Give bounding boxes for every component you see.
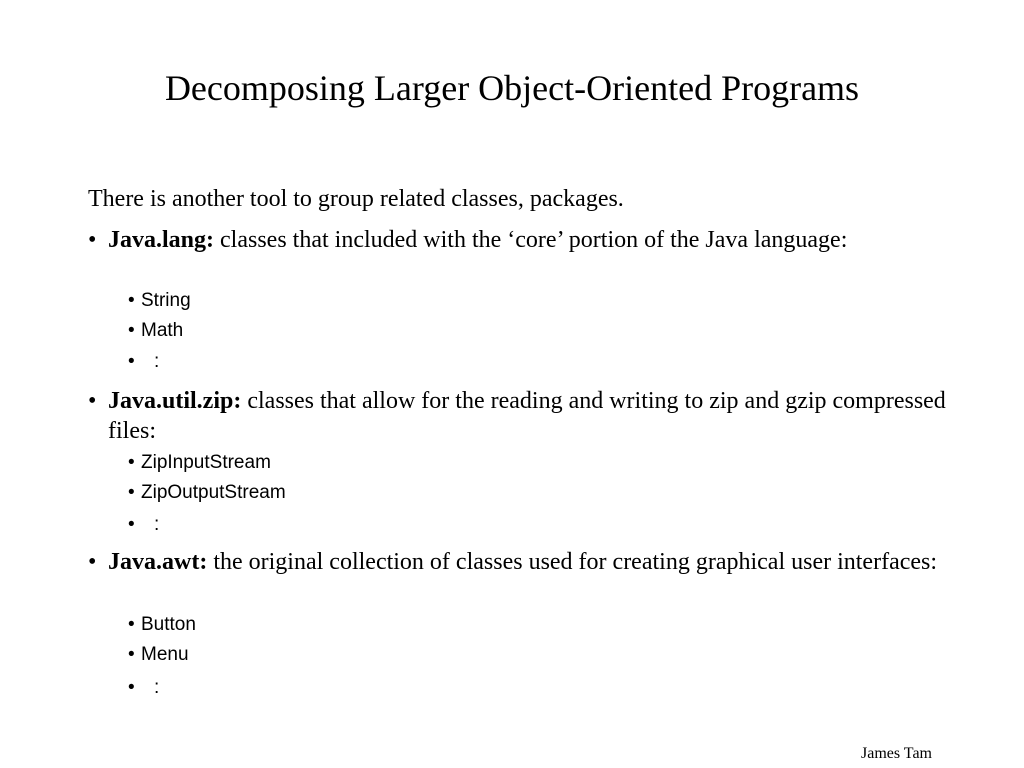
sub-bullet-dot: • bbox=[128, 320, 135, 341]
bullet-dot: • bbox=[88, 388, 97, 414]
sub-item bbox=[128, 482, 286, 504]
package-description: the original collection of classes used for creating graphical user interfaces: bbox=[207, 549, 938, 575]
package-name: Java.lang: bbox=[108, 227, 215, 253]
author-footer: James Tam bbox=[860, 745, 932, 762]
sub-bullet-dot: • bbox=[128, 351, 135, 372]
package-name: Java.util.zip: bbox=[108, 388, 242, 414]
continuation-mark: : bbox=[154, 351, 160, 372]
bullet-java-util-zip bbox=[88, 386, 948, 446]
sub-bullet-dot: • bbox=[128, 677, 135, 698]
sub-item-continuation bbox=[128, 514, 159, 536]
sub-item-label: ZipOutputStream bbox=[141, 482, 286, 503]
sub-item bbox=[128, 452, 271, 474]
sub-item-label: String bbox=[141, 290, 191, 311]
bullet-dot: • bbox=[88, 549, 97, 575]
sub-item-label: Button bbox=[141, 614, 196, 635]
sub-item bbox=[128, 290, 191, 312]
sub-bullet-dot: • bbox=[128, 644, 135, 665]
continuation-mark: : bbox=[154, 514, 160, 535]
bullet-text bbox=[108, 547, 948, 577]
sub-item-label: Menu bbox=[141, 644, 189, 665]
package-description: classes that included with the ‘core’ portion of the Java language: bbox=[214, 227, 848, 253]
slide-title: Decomposing Larger Object-Oriented Programs bbox=[164, 68, 860, 108]
sub-bullet-dot: • bbox=[128, 614, 135, 635]
sub-item bbox=[128, 644, 189, 666]
sub-bullet-dot: • bbox=[128, 290, 135, 311]
bullet-java-lang bbox=[88, 225, 948, 255]
sub-item bbox=[128, 614, 196, 636]
continuation-mark: : bbox=[154, 677, 160, 698]
sub-item-continuation bbox=[128, 677, 159, 699]
sub-bullet-dot: • bbox=[128, 482, 135, 503]
sub-item bbox=[128, 320, 183, 342]
sub-bullet-dot: • bbox=[128, 452, 135, 473]
sub-item-label: Math bbox=[141, 320, 184, 341]
bullet-dot: • bbox=[88, 227, 97, 253]
intro-text: There is another tool to group related classes, packages. bbox=[88, 186, 624, 212]
package-description: classes that allow for the reading and writing to zip and gzip compressed files: bbox=[108, 388, 946, 444]
bullet-text bbox=[108, 386, 948, 446]
sub-item-continuation bbox=[128, 351, 159, 373]
bullet-java-awt bbox=[88, 547, 948, 577]
sub-item-label: ZipInputStream bbox=[141, 452, 271, 473]
package-name: Java.awt: bbox=[108, 549, 208, 575]
bullet-text bbox=[108, 225, 948, 255]
sub-bullet-dot: • bbox=[128, 514, 135, 535]
